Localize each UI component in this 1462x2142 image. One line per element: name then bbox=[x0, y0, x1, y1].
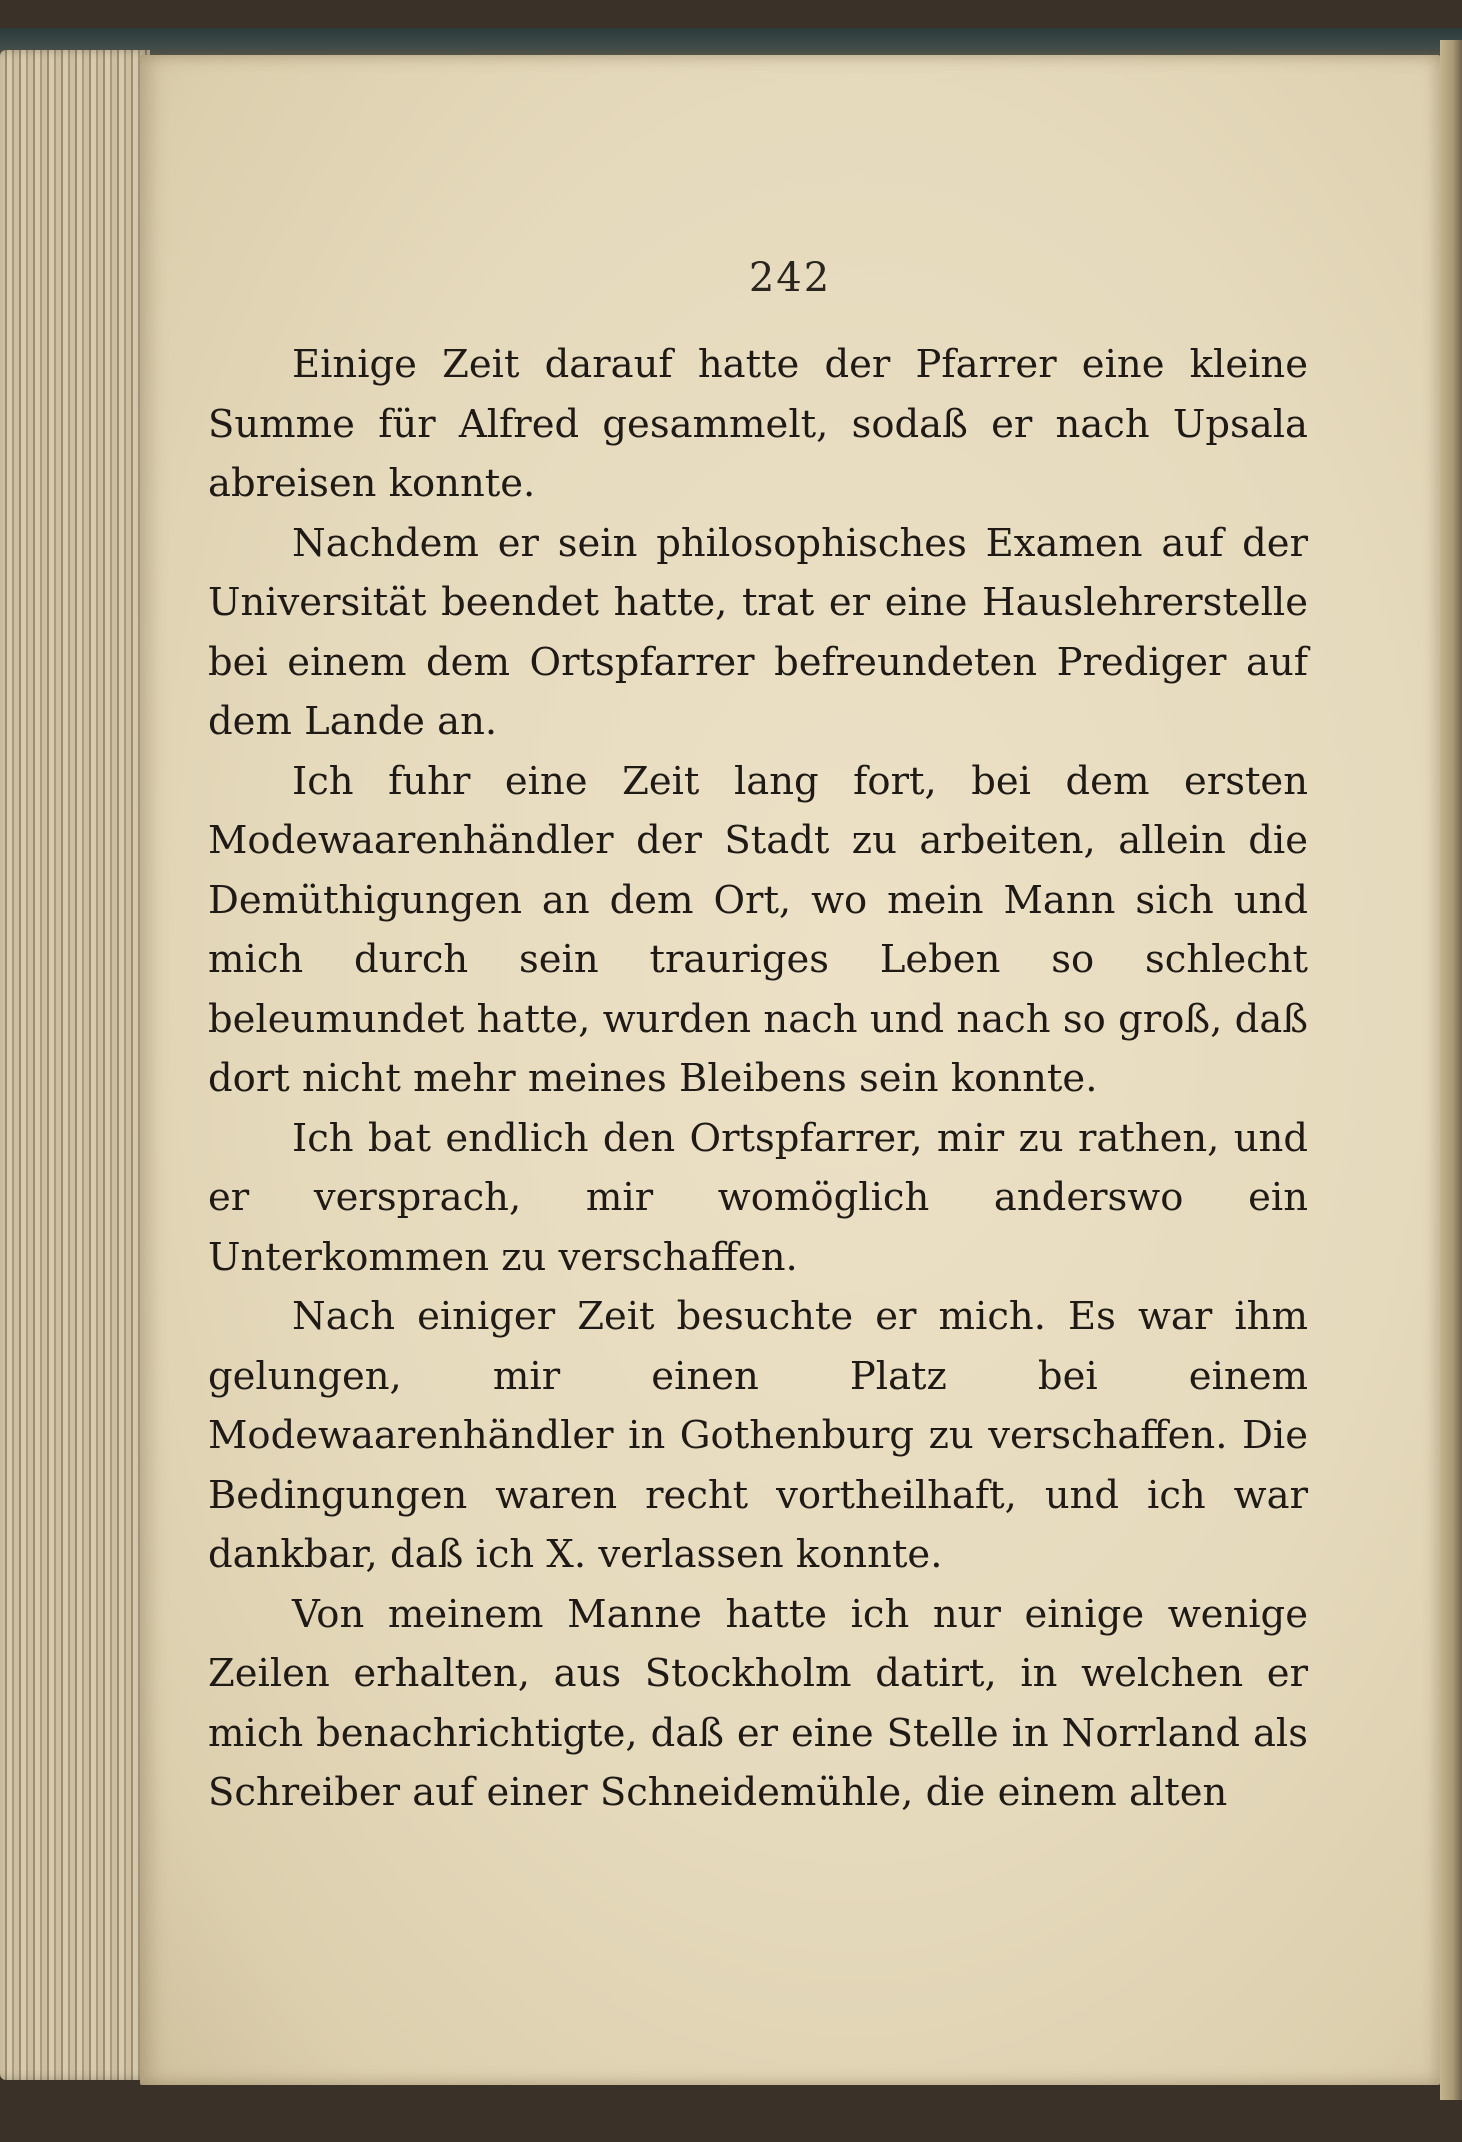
paragraph: Von meinem Manne hatte ich nur einige wenige Zeilen erhalten, aus Stockholm datirt, in welchen er mich benachrichtigte, daß er eine Stelle in Norrland als Schreiber auf einer Schneidemühle, die einem alten bbox=[208, 1591, 1308, 1815]
stacked-page-edges bbox=[0, 50, 150, 2080]
paragraph: Nach einiger Zeit besuchte er mich. Es war ihm gelungen, mir einen Platz bei einem Modewaarenhändler in Gothenburg zu verschaffen. Die Bedingungen waren recht vortheilhaft, und ich war dankbar, daß ich X. verlassen konnte. bbox=[208, 1294, 1308, 1577]
page-number: 242 bbox=[748, 255, 832, 301]
book-cover-edge bbox=[0, 28, 1462, 58]
page-text bbox=[208, 335, 1308, 1823]
paragraph: Ich fuhr eine Zeit lang fort, bei dem ersten Modewaarenhändler der Stadt zu arbeiten, allein die Demüthigungen an dem Ort, wo mein Mann sich und mich durch sein trauriges Leben so schlecht beleumundet hatte, wurden nach und nach so groß, daß dort nicht mehr meines Bleibens sein konnte. bbox=[208, 758, 1308, 1101]
book-right-edge bbox=[1440, 40, 1462, 2100]
paragraph: Einige Zeit darauf hatte der Pfarrer eine kleine Summe für Alfred gesammelt, sodaß er nach Upsala abreisen konnte. bbox=[208, 342, 1308, 506]
paragraph: Ich bat endlich den Ortspfarrer, mir zu rathen, und er versprach, mir womöglich anderswo ein Unterkommen zu verschaffen. bbox=[208, 1115, 1308, 1280]
paragraph: Nachdem er sein philosophisches Examen auf der Universität beendet hatte, trat er eine Hauslehrerstelle bei einem dem Ortspfarrer befreundeten Prediger auf dem Lande an. bbox=[208, 520, 1308, 744]
